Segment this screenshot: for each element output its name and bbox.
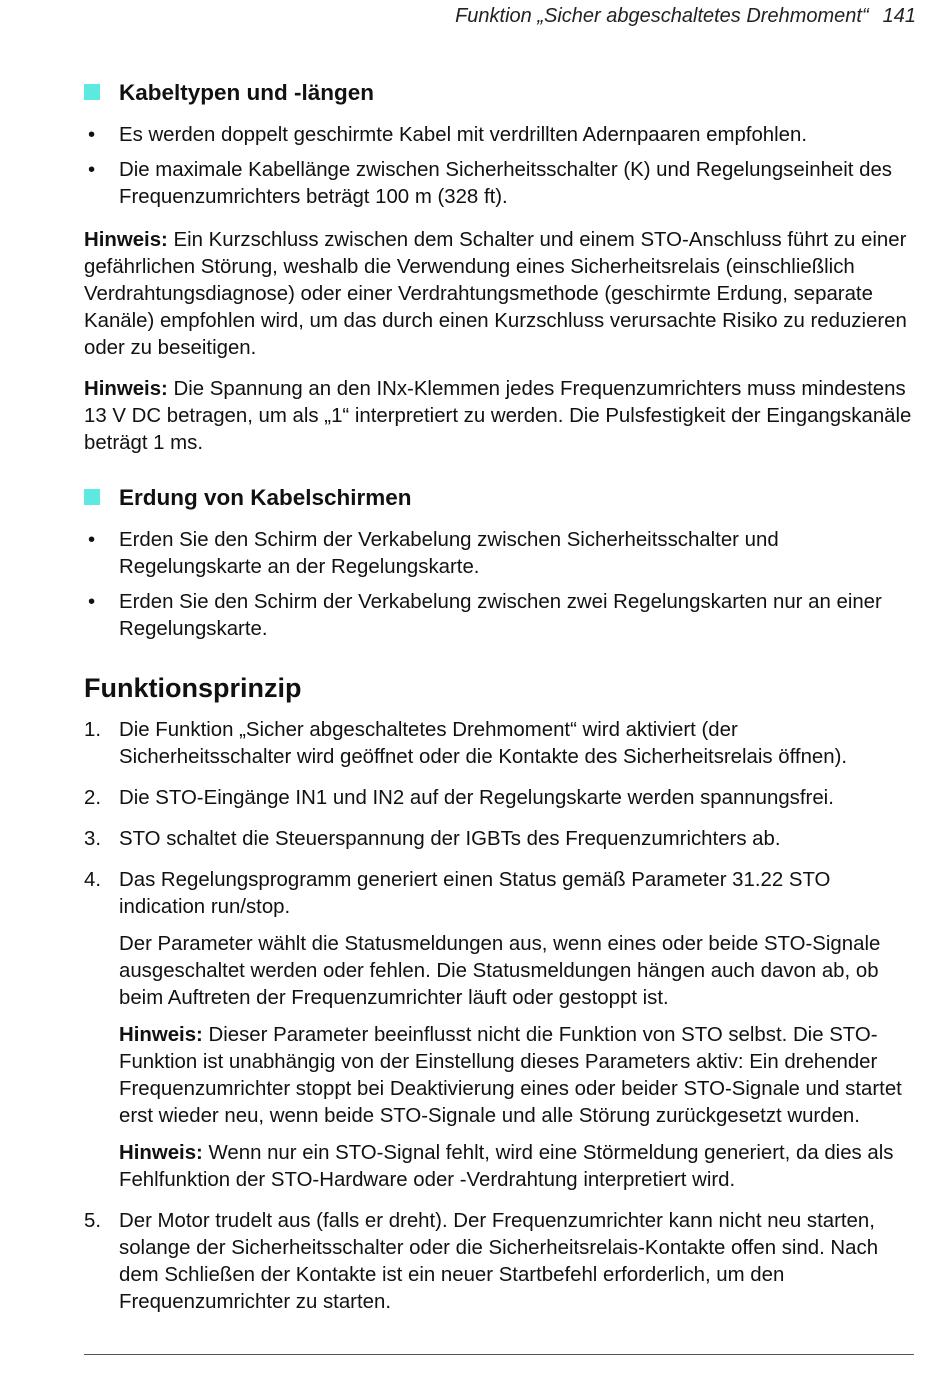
list-item-text: Es werden doppelt geschirmte Kabel mit verdrillten Adernpaaren empfohlen. <box>119 124 808 146</box>
note-paragraph <box>84 376 914 457</box>
bullet-icon: • <box>88 124 96 146</box>
note-label: Hinweis: <box>84 229 168 251</box>
list-item-text: Erden Sie den Schirm der Verkabelung zwischen Sicherheitsschalter und Regelungskarte an der Regelungskarte. <box>119 529 779 578</box>
list-item <box>84 122 914 149</box>
list-item-number: 2. <box>84 787 102 809</box>
note-paragraph <box>119 1140 914 1194</box>
bullet-list-cable-types <box>84 122 914 211</box>
list-item-text: Das Regelungsprogramm generiert einen Status gemäß Parameter 31.22 STO indication run/stop. <box>119 869 831 918</box>
list-item <box>84 527 914 581</box>
list-item-text: STO schaltet die Steuerspannung der IGBTs des Frequenzumrichters ab. <box>119 828 781 850</box>
note-text: Ein Kurzschluss zwischen dem Schalter und einem STO-Anschluss führt zu einer gefährlichen Störung, weshalb die Verwendung eines Sicherheitsrelais (einschließlich Verdrahtungsdiagnose) oder einer Verdrahtungsmethode (geschirmte Erdung, separate Kanäle) empfohlen wird, um das durch einen Kurzschluss verursachte Risiko zu reduzieren oder zu beseitigen. <box>84 229 907 359</box>
running-header <box>455 5 916 28</box>
square-bullet-icon <box>84 489 100 505</box>
list-item <box>84 157 914 211</box>
running-header-title: Funktion „Sicher abgeschaltetes Drehmoment“ <box>455 5 869 27</box>
page-content <box>84 78 914 1330</box>
note-text: Wenn nur ein STO-Signal fehlt, wird eine Störmeldung generiert, da dies als Fehlfunktion der STO-Hardware oder -Verdrahtung interpretiert wird. <box>119 1142 894 1191</box>
list-item <box>84 826 914 853</box>
list-item <box>84 867 914 1194</box>
section-heading-cable-types <box>84 78 914 108</box>
bullet-icon: • <box>88 159 96 181</box>
list-item-number: 5. <box>84 1210 102 1232</box>
note-label: Hinweis: <box>119 1024 203 1046</box>
square-bullet-icon <box>84 84 100 100</box>
list-item-number: 3. <box>84 828 102 850</box>
section-heading-text: Erdung von Kabelschirmen <box>119 485 412 510</box>
bullet-icon: • <box>88 529 96 551</box>
note-text: Die Spannung an den INx-Klemmen jedes Frequenzumrichters muss mindestens 13 V DC betragen, um als „1“ interpretiert zu werden. Die Pulsfestigkeit der Eingangskanäle beträgt 1 ms. <box>84 378 912 454</box>
list-item-number: 4. <box>84 869 102 891</box>
list-item <box>84 1208 914 1316</box>
section-heading-principle: Funktionsprinzip <box>84 673 302 703</box>
list-item-text: Die STO-Eingänge IN1 und IN2 auf der Regelungskarte werden spannungsfrei. <box>119 787 834 809</box>
note-label: Hinweis: <box>119 1142 203 1164</box>
footer-rule <box>84 1354 914 1355</box>
list-item-number: 1. <box>84 719 102 741</box>
list-item-text: Der Motor trudelt aus (falls er dreht). Der Frequenzumrichter kann nicht neu starten, solange der Sicherheitsschalter oder die Sicherheitsrelais-Kontakte offen sind. Nach dem Schließen der Kontakte ist ein neuer Startbefehl erforderlich, um den Frequenzumrichter zu starten. <box>119 1210 879 1313</box>
bullet-list-grounding <box>84 527 914 643</box>
note-paragraph <box>119 1022 914 1130</box>
note-label: Hinweis: <box>84 378 168 400</box>
note-paragraph <box>84 227 914 362</box>
section-heading-grounding <box>84 483 914 513</box>
page-number: 141 <box>882 5 916 27</box>
bullet-icon: • <box>88 591 96 613</box>
numbered-list-principle <box>84 717 914 1316</box>
list-item-text: Die Funktion „Sicher abgeschaltetes Drehmoment“ wird aktiviert (der Sicherheitsschalter wird geöffnet oder die Kontakte des Sicherheitsrelais öffnen). <box>119 719 848 768</box>
note-text: Dieser Parameter beeinflusst nicht die Funktion von STO selbst. Die STO-Funktion ist unabhängig von der Einstellung dieses Parameters aktiv: Ein drehender Frequenzumrichter stoppt bei Deaktivierung eines oder beider STO-Signale und startet erst wieder neu, wenn beide STO-Signale und alle Störung zurückgesetzt wurden. <box>119 1024 902 1127</box>
section-heading-text: Kabeltypen und -längen <box>119 80 375 105</box>
list-item <box>84 589 914 643</box>
item-paragraph: Der Parameter wählt die Statusmeldungen aus, wenn eines oder beide STO-Signale ausgeschaltet werden oder fehlen. Die Statusmeldungen hängen auch davon ab, ob beim Auftreten der Frequenzumrichter läuft oder gestoppt ist. <box>119 933 881 1009</box>
list-item-text: Erden Sie den Schirm der Verkabelung zwischen zwei Regelungskarten nur an einer Regelungskarte. <box>119 591 882 640</box>
list-item <box>84 785 914 812</box>
list-item <box>84 717 914 771</box>
list-item-text: Die maximale Kabellänge zwischen Sicherheitsschalter (K) und Regelungseinheit des Frequenzumrichters beträgt 100 m (328 ft). <box>119 159 892 208</box>
